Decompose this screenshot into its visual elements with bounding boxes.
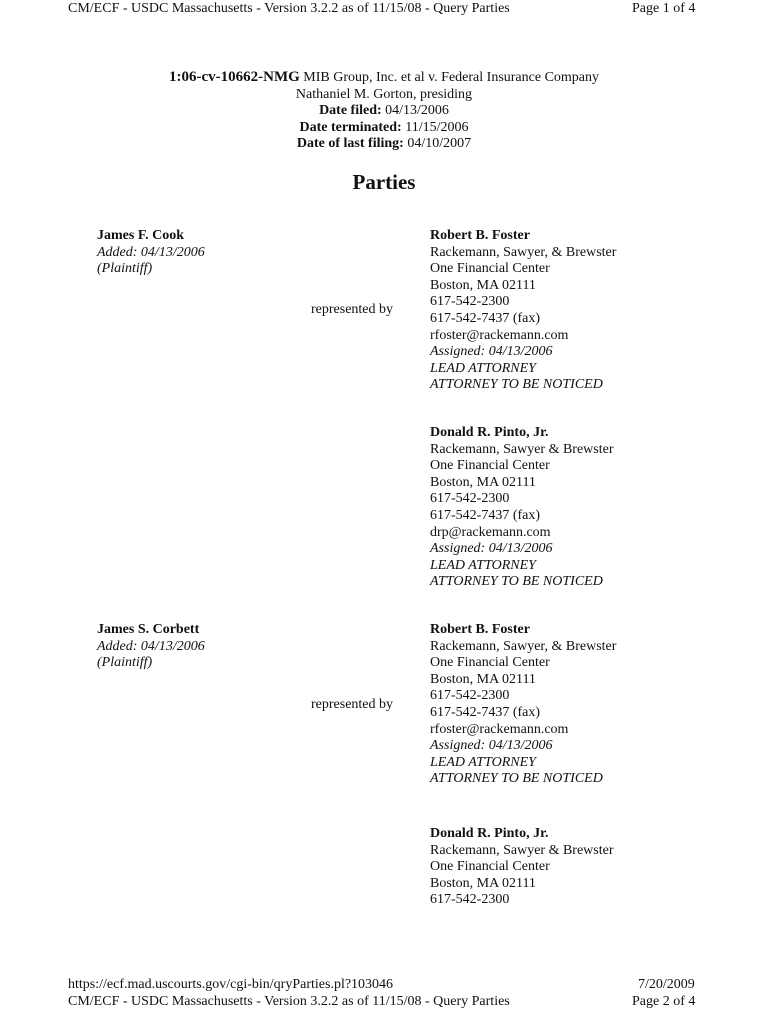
attorney-address1: One Financial Center (430, 458, 550, 474)
attorney-assigned: Assigned: 04/13/2006 (430, 541, 553, 557)
attorney-firm: Rackemann, Sawyer & Brewster (430, 441, 614, 457)
attorney-address1: One Financial Center (430, 859, 550, 875)
case-title: MIB Group, Inc. et al v. Federal Insurance Company (303, 70, 600, 85)
attorney-firm: Rackemann, Sawyer, & Brewster (430, 638, 617, 654)
party-item (97, 228, 205, 278)
party-name: James F. Cook (97, 228, 184, 243)
attorney-lead: LEAD ATTORNEY (430, 557, 536, 573)
page-header-title: CM/ECF - USDC Massachusetts - Version 3.2.2 as of 11/15/08 - Query Parties (68, 1, 510, 16)
attorney-notice: ATTORNEY TO BE NOTICED (430, 771, 603, 787)
page-header-page-number: Page 1 of 4 (632, 1, 696, 16)
case-presiding: Nathaniel M. Gorton, presiding (295, 86, 473, 102)
date-terminated-value: 11/15/2006 (405, 119, 469, 135)
party-added: Added: 04/13/2006 (97, 244, 205, 260)
case-date-terminated (0, 120, 768, 137)
attorney-phone: 617-542-2300 (430, 892, 510, 908)
party-item (97, 622, 205, 672)
attorney-phone: 617-542-2300 (430, 688, 510, 704)
attorney-phone: 617-542-2300 (430, 294, 510, 310)
party-role: (Plaintiff) (97, 261, 153, 277)
attorney-lead: LEAD ATTORNEY (430, 360, 536, 376)
date-filed-value: 04/13/2006 (385, 103, 449, 119)
attorney-email: drp@rackemann.com (430, 524, 551, 540)
case-number: 1:06-cv-10662-NMG (168, 69, 300, 85)
attorney-address2: Boston, MA 02111 (430, 277, 536, 293)
attorney-fax: 617-542-7437 (fax) (430, 704, 541, 720)
attorney-firm: Rackemann, Sawyer & Brewster (430, 842, 614, 858)
attorney-block (430, 228, 616, 394)
attorney-fax: 617-542-7437 (fax) (430, 310, 541, 326)
attorney-block (430, 622, 616, 788)
party-name: James S. Corbett (97, 622, 200, 637)
party-role: (Plaintiff) (97, 655, 153, 671)
attorney-address2: Boston, MA 02111 (430, 474, 536, 490)
case-title-line (0, 69, 768, 87)
attorney-block (430, 425, 614, 591)
attorney-name: Donald R. Pinto, Jr. (430, 826, 549, 841)
next-page-number: Page 2 of 4 (632, 994, 696, 1009)
case-date-last-filing (0, 136, 768, 153)
attorney-assigned: Assigned: 04/13/2006 (430, 738, 553, 754)
attorney-lead: LEAD ATTORNEY (430, 754, 536, 770)
represented-by-label: represented by (311, 697, 394, 712)
case-date-filed (0, 103, 768, 120)
section-title: Parties (352, 170, 416, 194)
attorney-name: Donald R. Pinto, Jr. (430, 425, 549, 440)
date-filed-label: Date filed: (319, 103, 382, 119)
case-info (0, 69, 768, 153)
date-last-filing-value: 04/10/2007 (407, 136, 472, 152)
attorney-phone: 617-542-2300 (430, 491, 510, 507)
attorney-firm: Rackemann, Sawyer, & Brewster (430, 244, 617, 260)
attorney-email: rfoster@rackemann.com (430, 721, 569, 737)
attorney-email: rfoster@rackemann.com (430, 327, 569, 343)
date-last-filing-label: Date of last filing: (296, 136, 404, 152)
attorney-assigned: Assigned: 04/13/2006 (430, 344, 553, 360)
represented-by-label: represented by (311, 302, 394, 317)
attorney-address2: Boston, MA 02111 (430, 671, 536, 687)
attorney-block (430, 826, 614, 909)
footer-url: https://ecf.mad.uscourts.gov/cgi-bin/qryParties.pl?103046 (68, 977, 394, 992)
attorney-notice: ATTORNEY TO BE NOTICED (430, 377, 603, 393)
attorney-fax: 617-542-7437 (fax) (430, 507, 541, 523)
attorney-name: Robert B. Foster (430, 622, 530, 637)
attorney-name: Robert B. Foster (430, 228, 530, 243)
attorney-notice: ATTORNEY TO BE NOTICED (430, 574, 603, 590)
attorney-address2: Boston, MA 02111 (430, 875, 536, 891)
party-added: Added: 04/13/2006 (97, 638, 205, 654)
footer-date: 7/20/2009 (638, 977, 695, 992)
date-terminated-label: Date terminated: (299, 119, 402, 135)
attorney-address1: One Financial Center (430, 261, 550, 277)
attorney-address1: One Financial Center (430, 655, 550, 671)
next-page-header-title: CM/ECF - USDC Massachusetts - Version 3.2.2 as of 11/15/08 - Query Parties (68, 994, 510, 1009)
